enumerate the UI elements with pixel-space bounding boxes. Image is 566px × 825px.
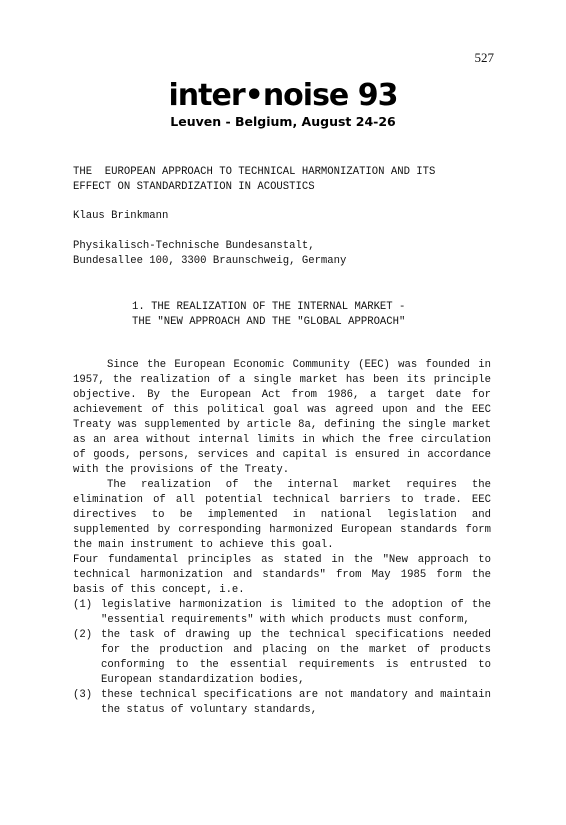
list-item-number: (1) xyxy=(73,599,93,611)
author-name: Klaus Brinkmann xyxy=(73,210,169,222)
conference-location-date: Leuven - Belgium, August 24-26 xyxy=(170,114,396,129)
list-item-text: the task of drawing up the technical specifications needed for the production and placing on the market of products conforming to the essential requirements is entrusted to European standardization bodies, xyxy=(101,629,491,686)
section-heading xyxy=(132,300,405,330)
paper-title-line-2: EFFECT ON STANDARDIZATION IN ACOUSTICS xyxy=(73,181,315,193)
list-item xyxy=(73,598,491,628)
section-heading-line-1: 1. THE REALIZATION OF THE INTERNAL MARKET - xyxy=(132,301,406,313)
body-paragraph-3: Four fundamental principles as stated in the "New approach to technical harmonization and standards" from May 1985 form the basis of this concept, i.e. xyxy=(73,554,491,596)
section-heading-line-2: THE "NEW APPROACH AND THE "GLOBAL APPROACH" xyxy=(132,316,406,328)
list-item-number: (2) xyxy=(73,629,93,641)
list-item-text: these technical specifications are not mandatory and maintain the status of voluntary standards, xyxy=(101,689,491,716)
paper-title xyxy=(73,165,435,195)
conference-logo: inter•noise 93 xyxy=(168,78,398,113)
body-text xyxy=(73,358,491,718)
paper-title-line-1: THE EUROPEAN APPROACH TO TECHNICAL HARMONIZATION AND ITS xyxy=(73,166,436,178)
conference-header xyxy=(0,80,566,129)
affiliation-line-1: Physikalisch-Technische Bundesanstalt, xyxy=(73,240,315,252)
body-paragraph-1: Since the European Economic Community (EEC) was founded in 1957, the realization of a single market has been its principle objective. By the European Act from 1986, a target date for achievement of this political goal was agreed upon and the EEC Treaty was supplemented by article 8a, defining the single market as an area without internal limits in which the free circulation of goods, persons, services and capital is ensured in accordance with the provisions of the Treaty. xyxy=(73,359,491,476)
list-item xyxy=(73,688,491,718)
author-affiliation xyxy=(73,239,346,269)
page-number: 527 xyxy=(474,50,494,65)
affiliation-line-2: Bundesallee 100, 3300 Braunschweig, Germany xyxy=(73,255,347,267)
list-item xyxy=(73,628,491,688)
body-paragraph-2: The realization of the internal market requires the elimination of all potential technical barriers to trade. EEC directives to be implemented in national legislation and supplemented by corresponding harmonized European standards form the main instrument to achieve this goal. xyxy=(73,479,491,551)
list-item-number: (3) xyxy=(73,689,93,701)
list-item-text: legislative harmonization is limited to the adoption of the "essential requirements" with which products must conform, xyxy=(101,599,491,626)
